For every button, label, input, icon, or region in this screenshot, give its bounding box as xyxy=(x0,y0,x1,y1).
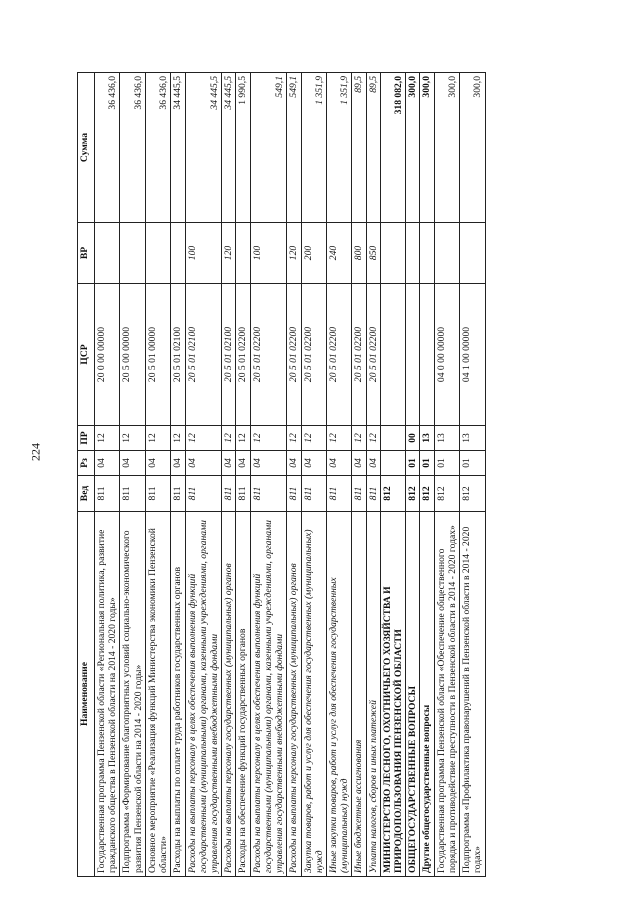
cell-name: Государственная программа Пензенской области «Обеспечение общественного порядка и противодействие преступности в Пензенской области в 2014 - 2020 годах» xyxy=(434,512,459,877)
cell-vr: 800 xyxy=(352,223,366,284)
cell-name: Подпрограмма «Профилактика правонарушений в Пензенской области в 2014 - 2020 годах» xyxy=(460,512,485,877)
cell-ved: 811 xyxy=(95,476,120,512)
cell-rz: 04 xyxy=(250,451,287,476)
cell-sum: 36 436,0 xyxy=(145,73,170,223)
cell-vr xyxy=(120,223,145,284)
cell-pr: 12 xyxy=(250,426,287,451)
cell-pr: 12 xyxy=(236,426,250,451)
cell-name: Закупка товаров, работ и услуг для обеспечения государственных (муниципальных) нужд xyxy=(301,512,326,877)
cell-ved: 811 xyxy=(287,476,301,512)
cell-ved: 812 xyxy=(420,476,434,512)
cell-ved: 811 xyxy=(250,476,287,512)
cell-rz: 04 xyxy=(185,451,222,476)
cell-sum: 89,5 xyxy=(352,73,366,223)
cell-pr: 12 xyxy=(171,426,185,451)
table-row xyxy=(352,73,366,877)
cell-rz: 04 xyxy=(366,451,380,476)
cell-vr: 850 xyxy=(366,223,380,284)
cell-csr: 20 0 00 00000 xyxy=(95,284,120,426)
cell-name: Расходы на выплаты персоналу в целях обеспечения выполнения функций государственными (муниципальными) органами, казенными учреждениями, органами управления государственными внебюджетными фондами xyxy=(250,512,287,877)
cell-ved: 811 xyxy=(366,476,380,512)
cell-rz: 01 xyxy=(460,451,485,476)
cell-csr: 20 5 01 02200 xyxy=(287,284,301,426)
cell-name: Государственная программа Пензенской области «Региональная политика, развитие гражданского общества в Пензенской области на 2014 - 2020 годы» xyxy=(95,512,120,877)
cell-csr: 20 5 01 02200 xyxy=(366,284,380,426)
cell-name: Расходы на обеспечение функций государственных органов xyxy=(236,512,250,877)
cell-sum: 89,5 xyxy=(366,73,380,223)
cell-ved: 811 xyxy=(326,476,351,512)
cell-name: Основное мероприятие «Реализация функций Министерства экономики Пензенской области» xyxy=(145,512,170,877)
cell-vr xyxy=(236,223,250,284)
cell-csr: 20 5 01 02200 xyxy=(301,284,326,426)
cell-rz: 01 xyxy=(420,451,434,476)
cell-rz: 04 xyxy=(95,451,120,476)
cell-name: Уплата налогов, сборов и иных платежей xyxy=(366,512,380,877)
cell-vr: 200 xyxy=(301,223,326,284)
cell-sum: 1 351,9 xyxy=(301,73,326,223)
cell-vr xyxy=(95,223,120,284)
column-header-ved: Вед xyxy=(78,476,95,512)
cell-vr xyxy=(434,223,459,284)
cell-pr: 12 xyxy=(301,426,326,451)
table-row xyxy=(380,73,405,877)
cell-csr: 20 5 01 02100 xyxy=(171,284,185,426)
cell-sum: 300,0 xyxy=(406,73,420,223)
table-row xyxy=(366,73,380,877)
cell-pr: 12 xyxy=(185,426,222,451)
cell-csr: 04 1 00 00000 xyxy=(460,284,485,426)
cell-name: Расходы на выплаты персоналу государственных (муниципальных) органов xyxy=(222,512,236,877)
table-row xyxy=(326,73,351,877)
table-row xyxy=(120,73,145,877)
cell-ved: 812 xyxy=(406,476,420,512)
cell-ved: 811 xyxy=(185,476,222,512)
table-row xyxy=(460,73,485,877)
cell-csr xyxy=(380,284,405,426)
cell-csr: 20 5 01 02100 xyxy=(185,284,222,426)
cell-vr: 240 xyxy=(326,223,351,284)
cell-name: Подпрограмма «Формирование благоприятных условий социально-экономического развития Пензенской области на 2014 - 2020 годы» xyxy=(120,512,145,877)
cell-ved: 811 xyxy=(171,476,185,512)
cell-csr xyxy=(406,284,420,426)
cell-name: Иные бюджетные ассигнования xyxy=(352,512,366,877)
cell-vr xyxy=(406,223,420,284)
column-header-name: Наименование xyxy=(78,512,95,877)
table-row xyxy=(171,73,185,877)
column-header-pr: ПР xyxy=(78,426,95,451)
cell-sum: 300,0 xyxy=(434,73,459,223)
cell-sum: 549,1 xyxy=(287,73,301,223)
table-row xyxy=(250,73,287,877)
cell-sum: 34 445,5 xyxy=(171,73,185,223)
cell-rz xyxy=(380,451,405,476)
cell-vr xyxy=(460,223,485,284)
column-header-rz: Рз xyxy=(78,451,95,476)
column-header-sum: Сумма xyxy=(78,73,95,223)
cell-vr: 120 xyxy=(287,223,301,284)
page-number: 224 xyxy=(28,443,43,461)
cell-rz: 04 xyxy=(171,451,185,476)
cell-csr: 20 5 01 02100 xyxy=(222,284,236,426)
table-row xyxy=(236,73,250,877)
cell-name: Другие общегосударственные вопросы xyxy=(420,512,434,877)
budget-table-rotated xyxy=(77,73,573,877)
cell-vr xyxy=(171,223,185,284)
cell-name: Расходы на выплаты по оплате труда работников государственных органов xyxy=(171,512,185,877)
cell-csr: 20 5 01 02200 xyxy=(352,284,366,426)
cell-csr: 20 5 01 02200 xyxy=(236,284,250,426)
cell-ved: 811 xyxy=(352,476,366,512)
cell-csr: 04 0 00 00000 xyxy=(434,284,459,426)
budget-table xyxy=(77,72,486,877)
table-row xyxy=(434,73,459,877)
cell-rz: 04 xyxy=(352,451,366,476)
cell-ved: 811 xyxy=(301,476,326,512)
table-row xyxy=(301,73,326,877)
cell-pr: 12 xyxy=(287,426,301,451)
cell-vr xyxy=(145,223,170,284)
cell-sum: 1 351,9 xyxy=(326,73,351,223)
table-row xyxy=(406,73,420,877)
cell-sum: 34 445,5 xyxy=(222,73,236,223)
table-body xyxy=(95,73,486,877)
cell-ved: 811 xyxy=(222,476,236,512)
cell-sum: 300,0 xyxy=(460,73,485,223)
cell-rz: 04 xyxy=(145,451,170,476)
column-header-csr: ЦСР xyxy=(78,284,95,426)
cell-sum: 36 436,0 xyxy=(120,73,145,223)
cell-csr: 20 5 01 00000 xyxy=(145,284,170,426)
cell-vr xyxy=(420,223,434,284)
cell-vr: 100 xyxy=(185,223,222,284)
cell-sum: 36 436,0 xyxy=(95,73,120,223)
cell-csr: 20 5 01 02200 xyxy=(326,284,351,426)
cell-vr xyxy=(380,223,405,284)
cell-rz: 04 xyxy=(287,451,301,476)
cell-pr: 13 xyxy=(420,426,434,451)
column-header-vr: ВР xyxy=(78,223,95,284)
cell-pr: 12 xyxy=(145,426,170,451)
table-row xyxy=(222,73,236,877)
cell-pr: 12 xyxy=(222,426,236,451)
cell-sum: 1 990,5 xyxy=(236,73,250,223)
cell-sum: 300,0 xyxy=(420,73,434,223)
cell-vr: 100 xyxy=(250,223,287,284)
cell-sum: 549,1 xyxy=(250,73,287,223)
cell-sum: 318 082,0 xyxy=(380,73,405,223)
cell-rz: 04 xyxy=(326,451,351,476)
cell-pr: 12 xyxy=(95,426,120,451)
cell-name: Расходы на выплаты персоналу в целях обеспечения выполнения функций государственными (муниципальными) органами, казенными учреждениями, органами управления государственными внебюджетными фондами xyxy=(185,512,222,877)
cell-name: Расходы на выплаты персоналу государственных (муниципальных) органов xyxy=(287,512,301,877)
cell-rz: 04 xyxy=(120,451,145,476)
cell-rz: 04 xyxy=(222,451,236,476)
table-row xyxy=(95,73,120,877)
table-row xyxy=(185,73,222,877)
cell-name: МИНИСТЕРСТВО ЛЕСНОГО, ОХОТНИЧЬЕГО ХОЗЯЙСТВА И ПРИРОДОПОЛЬЗОВАНИЯ ПЕНЗЕНСКОЙ ОБЛАСТИ xyxy=(380,512,405,877)
cell-csr: 20 5 01 02200 xyxy=(250,284,287,426)
cell-pr: 13 xyxy=(434,426,459,451)
cell-ved: 811 xyxy=(236,476,250,512)
cell-rz: 04 xyxy=(301,451,326,476)
cell-ved: 811 xyxy=(145,476,170,512)
cell-pr: 13 xyxy=(460,426,485,451)
cell-pr: 12 xyxy=(366,426,380,451)
cell-sum: 34 445,5 xyxy=(185,73,222,223)
table-row xyxy=(287,73,301,877)
cell-pr: 00 xyxy=(406,426,420,451)
cell-rz: 01 xyxy=(434,451,459,476)
cell-pr xyxy=(380,426,405,451)
cell-name: Иные закупки товаров, работ и услуг для обеспечения государственных (муниципальных) нужд xyxy=(326,512,351,877)
cell-pr: 12 xyxy=(326,426,351,451)
table-header-row xyxy=(78,73,95,877)
cell-ved: 811 xyxy=(120,476,145,512)
cell-name: ОБЩЕГОСУДАРСТВЕННЫЕ ВОПРОСЫ xyxy=(406,512,420,877)
cell-csr xyxy=(420,284,434,426)
cell-rz: 01 xyxy=(406,451,420,476)
cell-pr: 12 xyxy=(120,426,145,451)
cell-ved: 812 xyxy=(380,476,405,512)
cell-pr: 12 xyxy=(352,426,366,451)
table-row xyxy=(420,73,434,877)
table-row xyxy=(145,73,170,877)
cell-rz: 04 xyxy=(236,451,250,476)
cell-ved: 812 xyxy=(434,476,459,512)
cell-vr: 120 xyxy=(222,223,236,284)
cell-ved: 812 xyxy=(460,476,485,512)
cell-csr: 20 5 00 00000 xyxy=(120,284,145,426)
